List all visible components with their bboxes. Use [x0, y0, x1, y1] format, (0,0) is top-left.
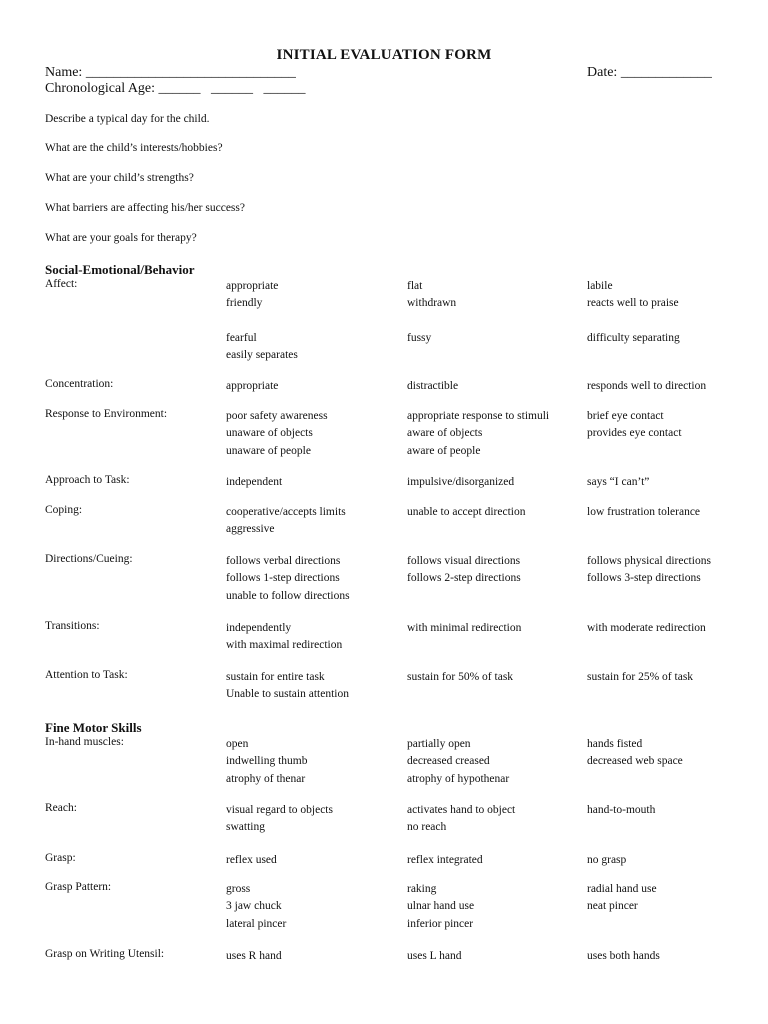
option-item[interactable]: unable to accept direction — [407, 506, 526, 518]
option-item[interactable]: fearful — [226, 331, 257, 344]
option-item[interactable]: gross — [226, 883, 251, 895]
option-item[interactable]: no reach — [407, 821, 447, 834]
option-column-2 — [407, 474, 514, 491]
option-item[interactable]: atrophy of thenar — [226, 772, 306, 785]
question-goals: What are your goals for therapy? — [45, 232, 197, 244]
option-item[interactable]: low frustration tolerance — [587, 506, 701, 518]
option-column-1 — [226, 669, 349, 704]
option-item[interactable]: follows 2-step directions — [407, 572, 521, 585]
option-column-1 — [226, 474, 282, 491]
option-column-3 — [587, 474, 649, 491]
row-affect — [45, 278, 745, 361]
option-column-2 — [407, 278, 456, 347]
row-label: Grasp Pattern: — [45, 881, 112, 893]
row-label: Transitions: — [45, 620, 100, 632]
option-column-1 — [226, 802, 333, 837]
option-item[interactable]: independently — [226, 622, 292, 634]
option-item[interactable]: hands fisted — [587, 738, 643, 750]
option-spacer — [226, 313, 298, 330]
option-column-2 — [407, 852, 483, 869]
row-label: Directions/Cueing: — [45, 553, 133, 565]
option-item[interactable]: visual regard to objects — [226, 804, 333, 816]
row-grasp-on-writing-utensil — [45, 948, 745, 1008]
option-item[interactable]: appropriate — [226, 280, 279, 292]
row-response-to-environment — [45, 408, 745, 468]
question-interests: What are the child’s interests/hobbies? — [45, 142, 223, 154]
option-column-3 — [587, 852, 626, 869]
option-item[interactable]: no grasp — [587, 854, 627, 866]
option-column-2 — [407, 948, 462, 965]
option-column-2 — [407, 881, 474, 933]
option-item[interactable]: open — [226, 738, 249, 750]
option-column-1 — [226, 553, 350, 605]
chronological-age-field[interactable]: Chronological Age: ______ ______ ______ — [45, 81, 306, 96]
option-item[interactable]: raking — [407, 883, 437, 895]
option-column-2 — [407, 378, 458, 395]
option-item[interactable]: partially open — [407, 738, 471, 750]
option-spacer — [407, 313, 456, 330]
option-column-1 — [226, 278, 298, 364]
option-item[interactable]: radial hand use — [587, 883, 657, 895]
option-item[interactable]: reflex integrated — [407, 854, 483, 866]
option-item[interactable]: follows 3-step directions — [587, 572, 701, 585]
form-title: INITIAL EVALUATION FORM — [276, 47, 492, 63]
date-field[interactable]: Date: _____________ — [587, 65, 712, 80]
option-item[interactable]: says “I can’t” — [587, 476, 650, 488]
row-directions-cueing — [45, 553, 745, 613]
option-item[interactable]: with minimal redirection — [407, 622, 522, 634]
option-item[interactable]: sustain for entire task — [226, 671, 325, 683]
option-column-1 — [226, 620, 342, 655]
option-item[interactable]: 3 jaw chuck — [226, 900, 282, 913]
option-item[interactable]: uses L hand — [407, 950, 462, 962]
name-field[interactable]: Name: ______________________________ — [45, 65, 296, 80]
option-column-3 — [587, 669, 693, 686]
option-item[interactable]: lateral pincer — [226, 917, 287, 930]
option-column-3 — [587, 278, 680, 347]
option-item[interactable]: sustain for 50% of task — [407, 671, 514, 683]
option-item[interactable]: decreased web space — [587, 755, 683, 768]
option-column-3 — [587, 408, 682, 443]
option-spacer — [587, 313, 680, 330]
option-column-2 — [407, 408, 549, 460]
option-item[interactable]: Unable to sustain attention — [226, 688, 349, 701]
row-in-hand-muscles — [45, 736, 745, 796]
option-item[interactable]: inferior pincer — [407, 917, 474, 930]
option-column-2 — [407, 620, 521, 637]
option-item[interactable]: with moderate redirection — [587, 622, 706, 634]
option-item[interactable]: appropriate response to stimuli — [407, 410, 550, 422]
option-column-3 — [587, 736, 683, 771]
option-column-1 — [226, 378, 278, 395]
option-column-2 — [407, 736, 509, 788]
option-column-1 — [226, 948, 282, 965]
option-column-3 — [587, 553, 711, 588]
option-item[interactable]: provides eye contact — [587, 427, 682, 440]
option-item[interactable]: decreased creased — [407, 755, 490, 768]
row-label: Response to Environment: — [45, 408, 168, 420]
option-column-3 — [587, 948, 660, 965]
option-item[interactable]: fussy — [407, 331, 432, 344]
option-item[interactable]: hand-to-mouth — [587, 804, 656, 816]
option-item[interactable]: swatting — [226, 821, 265, 834]
option-item[interactable]: with maximal redirection — [226, 639, 343, 652]
option-item[interactable]: reflex used — [226, 854, 277, 866]
option-item[interactable]: impulsive/disorganized — [407, 476, 515, 488]
row-label: Approach to Task: — [45, 474, 130, 486]
option-item[interactable]: follows physical directions — [587, 555, 711, 567]
option-item[interactable]: easily separates — [226, 348, 298, 361]
option-item[interactable]: unaware of objects — [226, 427, 313, 440]
option-column-2 — [407, 553, 521, 588]
option-item[interactable]: activates hand to object — [407, 804, 516, 816]
question-strengths: What are your child’s strengths? — [45, 172, 194, 184]
section-heading-social-emotional: Social-Emotional/Behavior — [45, 262, 195, 277]
option-item[interactable]: independent — [226, 476, 283, 488]
option-item[interactable]: friendly — [226, 297, 263, 310]
option-item[interactable]: aware of objects — [407, 427, 483, 440]
option-column-3 — [587, 802, 655, 819]
row-label: Attention to Task: — [45, 669, 128, 681]
option-item[interactable]: indwelling thumb — [226, 755, 308, 768]
option-column-3 — [587, 378, 706, 395]
row-label: Grasp: — [45, 852, 76, 864]
option-item[interactable]: reacts well to praise — [587, 297, 679, 310]
option-item[interactable]: cooperative/accepts limits — [226, 506, 346, 518]
option-item[interactable]: atrophy of hypothenar — [407, 772, 510, 785]
section-heading-fine-motor: Fine Motor Skills — [45, 720, 142, 735]
option-column-3 — [587, 504, 700, 521]
option-column-2 — [407, 504, 525, 521]
option-column-3 — [587, 620, 706, 637]
option-item[interactable]: follows visual directions — [407, 555, 521, 567]
option-item[interactable]: unaware of people — [226, 444, 311, 457]
option-item[interactable]: follows verbal directions — [226, 555, 341, 567]
option-item[interactable]: uses R hand — [226, 950, 282, 962]
option-item[interactable]: labile — [587, 280, 613, 292]
option-item[interactable]: neat pincer — [587, 900, 638, 913]
option-item[interactable]: ulnar hand use — [407, 900, 475, 913]
option-item[interactable]: poor safety awareness — [226, 410, 328, 422]
option-column-1 — [226, 504, 346, 539]
row-label: Coping: — [45, 504, 83, 516]
row-grasp-pattern — [45, 881, 745, 941]
option-column-1 — [226, 408, 328, 460]
option-item[interactable]: follows 1-step directions — [226, 572, 340, 585]
option-item[interactable]: aggressive — [226, 523, 275, 536]
option-item[interactable]: sustain for 25% of task — [587, 671, 694, 683]
option-item[interactable]: responds well to direction — [587, 380, 707, 392]
option-item[interactable]: unable to follow directions — [226, 589, 350, 602]
option-item[interactable]: aware of people — [407, 444, 481, 457]
question-typical-day: Describe a typical day for the child. — [45, 113, 210, 125]
option-item[interactable]: brief eye contact — [587, 410, 664, 422]
option-column-2 — [407, 669, 513, 686]
option-item[interactable]: difficulty separating — [587, 331, 680, 344]
option-item[interactable]: appropriate — [226, 380, 279, 392]
row-label: Affect: — [45, 278, 78, 290]
row-attention-to-task — [45, 669, 745, 729]
option-column-1 — [226, 881, 286, 933]
option-column-1 — [226, 852, 277, 869]
option-item[interactable]: withdrawn — [407, 297, 457, 310]
option-column-1 — [226, 736, 307, 788]
row-label: In-hand muscles: — [45, 736, 124, 748]
option-column-3 — [587, 881, 657, 916]
option-item[interactable]: flat — [407, 280, 423, 292]
row-label: Grasp on Writing Utensil: — [45, 948, 165, 960]
question-barriers: What barriers are affecting his/her success? — [45, 202, 245, 214]
option-item[interactable]: uses both hands — [587, 950, 660, 962]
option-column-2 — [407, 802, 515, 837]
row-label: Reach: — [45, 802, 77, 814]
option-item[interactable]: distractible — [407, 380, 459, 392]
row-label: Concentration: — [45, 378, 114, 390]
